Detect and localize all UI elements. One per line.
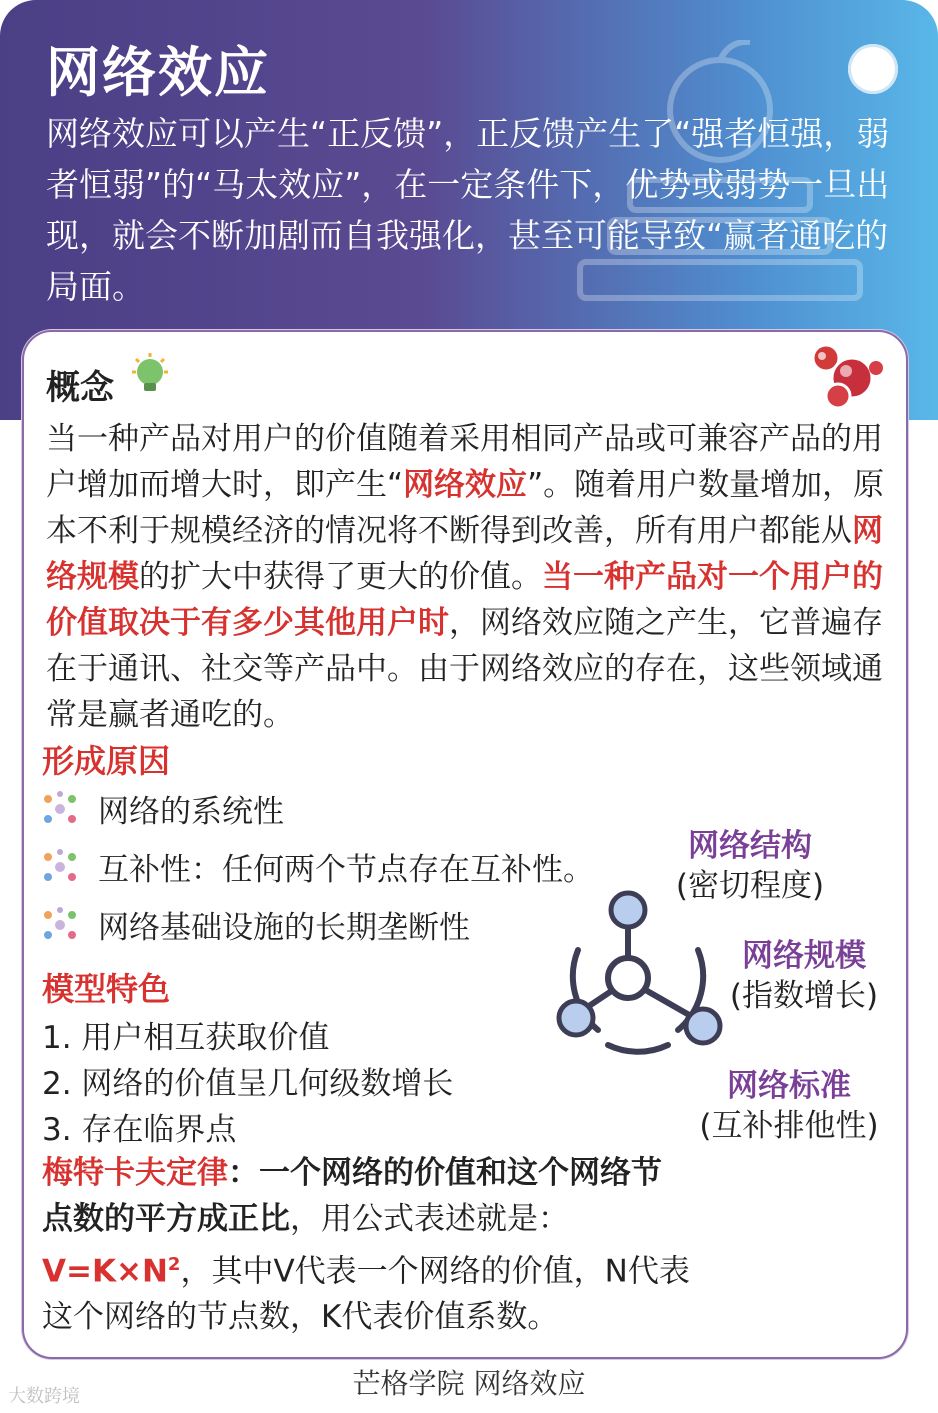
red-bubbles-icon [804, 338, 890, 412]
metcalfe-paragraph [42, 1150, 692, 1340]
label-network-structure-sub: (密切程度) [675, 868, 825, 904]
feature-item-2: 2. 网络的价值呈几何级数增长 [42, 1066, 454, 1102]
cause-item-3-label: 网络基础设施的长期垄断性 [98, 910, 470, 946]
label-network-scale-title: 网络规模 [742, 938, 866, 974]
highlight-definition: 当一种产品对一个用户的价值取决于有多少其他用户时 [46, 559, 883, 641]
concept-text-2: ”。随着用户数量增加，原本不利于规模经济的情况将不断得到改善，所有用户都能从 [46, 467, 885, 549]
highlight-network-effect: 网络效应 [403, 467, 528, 503]
metcalfe-lead: ，用公式表述就是： [290, 1201, 569, 1237]
cause-item-1-label: 网络的系统性 [98, 794, 284, 830]
feature-item-1: 1. 用户相互获取价值 [42, 1020, 330, 1056]
causes-heading: 形成原因 [42, 742, 171, 780]
metcalfe-formula: V=K×N [42, 1253, 168, 1290]
network-dots-icon [40, 847, 80, 887]
label-network-scale [714, 936, 894, 1016]
cause-item-3 [40, 902, 470, 947]
network-dots-icon [40, 905, 80, 945]
label-network-standard [684, 1066, 894, 1146]
punch-hole [848, 44, 898, 94]
feature-item-3: 3. 存在临界点 [42, 1112, 237, 1148]
metcalfe-rest: ，其中V代表一个网络的价值，N代表这个网络的节点数，K代表价值系数。 [42, 1253, 690, 1336]
intro-text: 网络效应可以产生“正反馈”，正反馈产生了“强者恒强，弱者恒弱”的“马太效应”，在一定条件下，优势或弱势一旦出现，就会不断加剧而自我强化，甚至可能导致“赢者通吃的局面。 [46, 114, 890, 306]
lightbulb-icon [128, 352, 172, 400]
footer-caption: 芒格学院 网络效应 [352, 1367, 586, 1400]
metcalfe-colon: ： [228, 1155, 259, 1191]
cause-item-2-label: 互补性：任何两个节点存在互补性。 [98, 852, 594, 888]
metcalfe-statement: 一个网络的价值和这个网络节点数的平方成正比 [42, 1155, 662, 1237]
metcalfe-law-name: 梅特卡夫定律 [42, 1155, 228, 1191]
label-network-structure [660, 826, 840, 906]
label-network-scale-sub: (指数增长) [729, 978, 879, 1014]
highlight-network-scale: 网络规模 [46, 513, 883, 595]
metcalfe-formula-exponent: 2 [167, 1254, 181, 1275]
label-network-standard-title: 网络标准 [727, 1068, 851, 1104]
concept-paragraph [46, 416, 896, 738]
concept-text-3: 的扩大中获得了更大的价值。 [139, 559, 542, 595]
cause-item-1 [40, 786, 284, 831]
label-network-structure-title: 网络结构 [688, 828, 812, 864]
concept-text-4: ，网络效应随之产生，它普遍存在于通讯、社交等产品中。由于网络效应的存在，这些领域通常是赢者通吃的。 [46, 605, 883, 733]
watermark-text: 大数跨境 [8, 1386, 80, 1407]
page-title: 网络效应 [46, 41, 270, 104]
concept-heading: 概念 [46, 368, 114, 408]
cause-item-2 [40, 844, 594, 889]
network-nodes-icon [548, 880, 728, 1060]
features-heading: 模型特色 [42, 970, 171, 1008]
network-dots-icon [40, 789, 80, 829]
label-network-standard-sub: (互补排他性) [699, 1108, 879, 1144]
concept-text-1: 当一种产品对用户的价值随着采用相同产品或可兼容产品的用户增加而增大时，即产生“ [46, 421, 883, 503]
